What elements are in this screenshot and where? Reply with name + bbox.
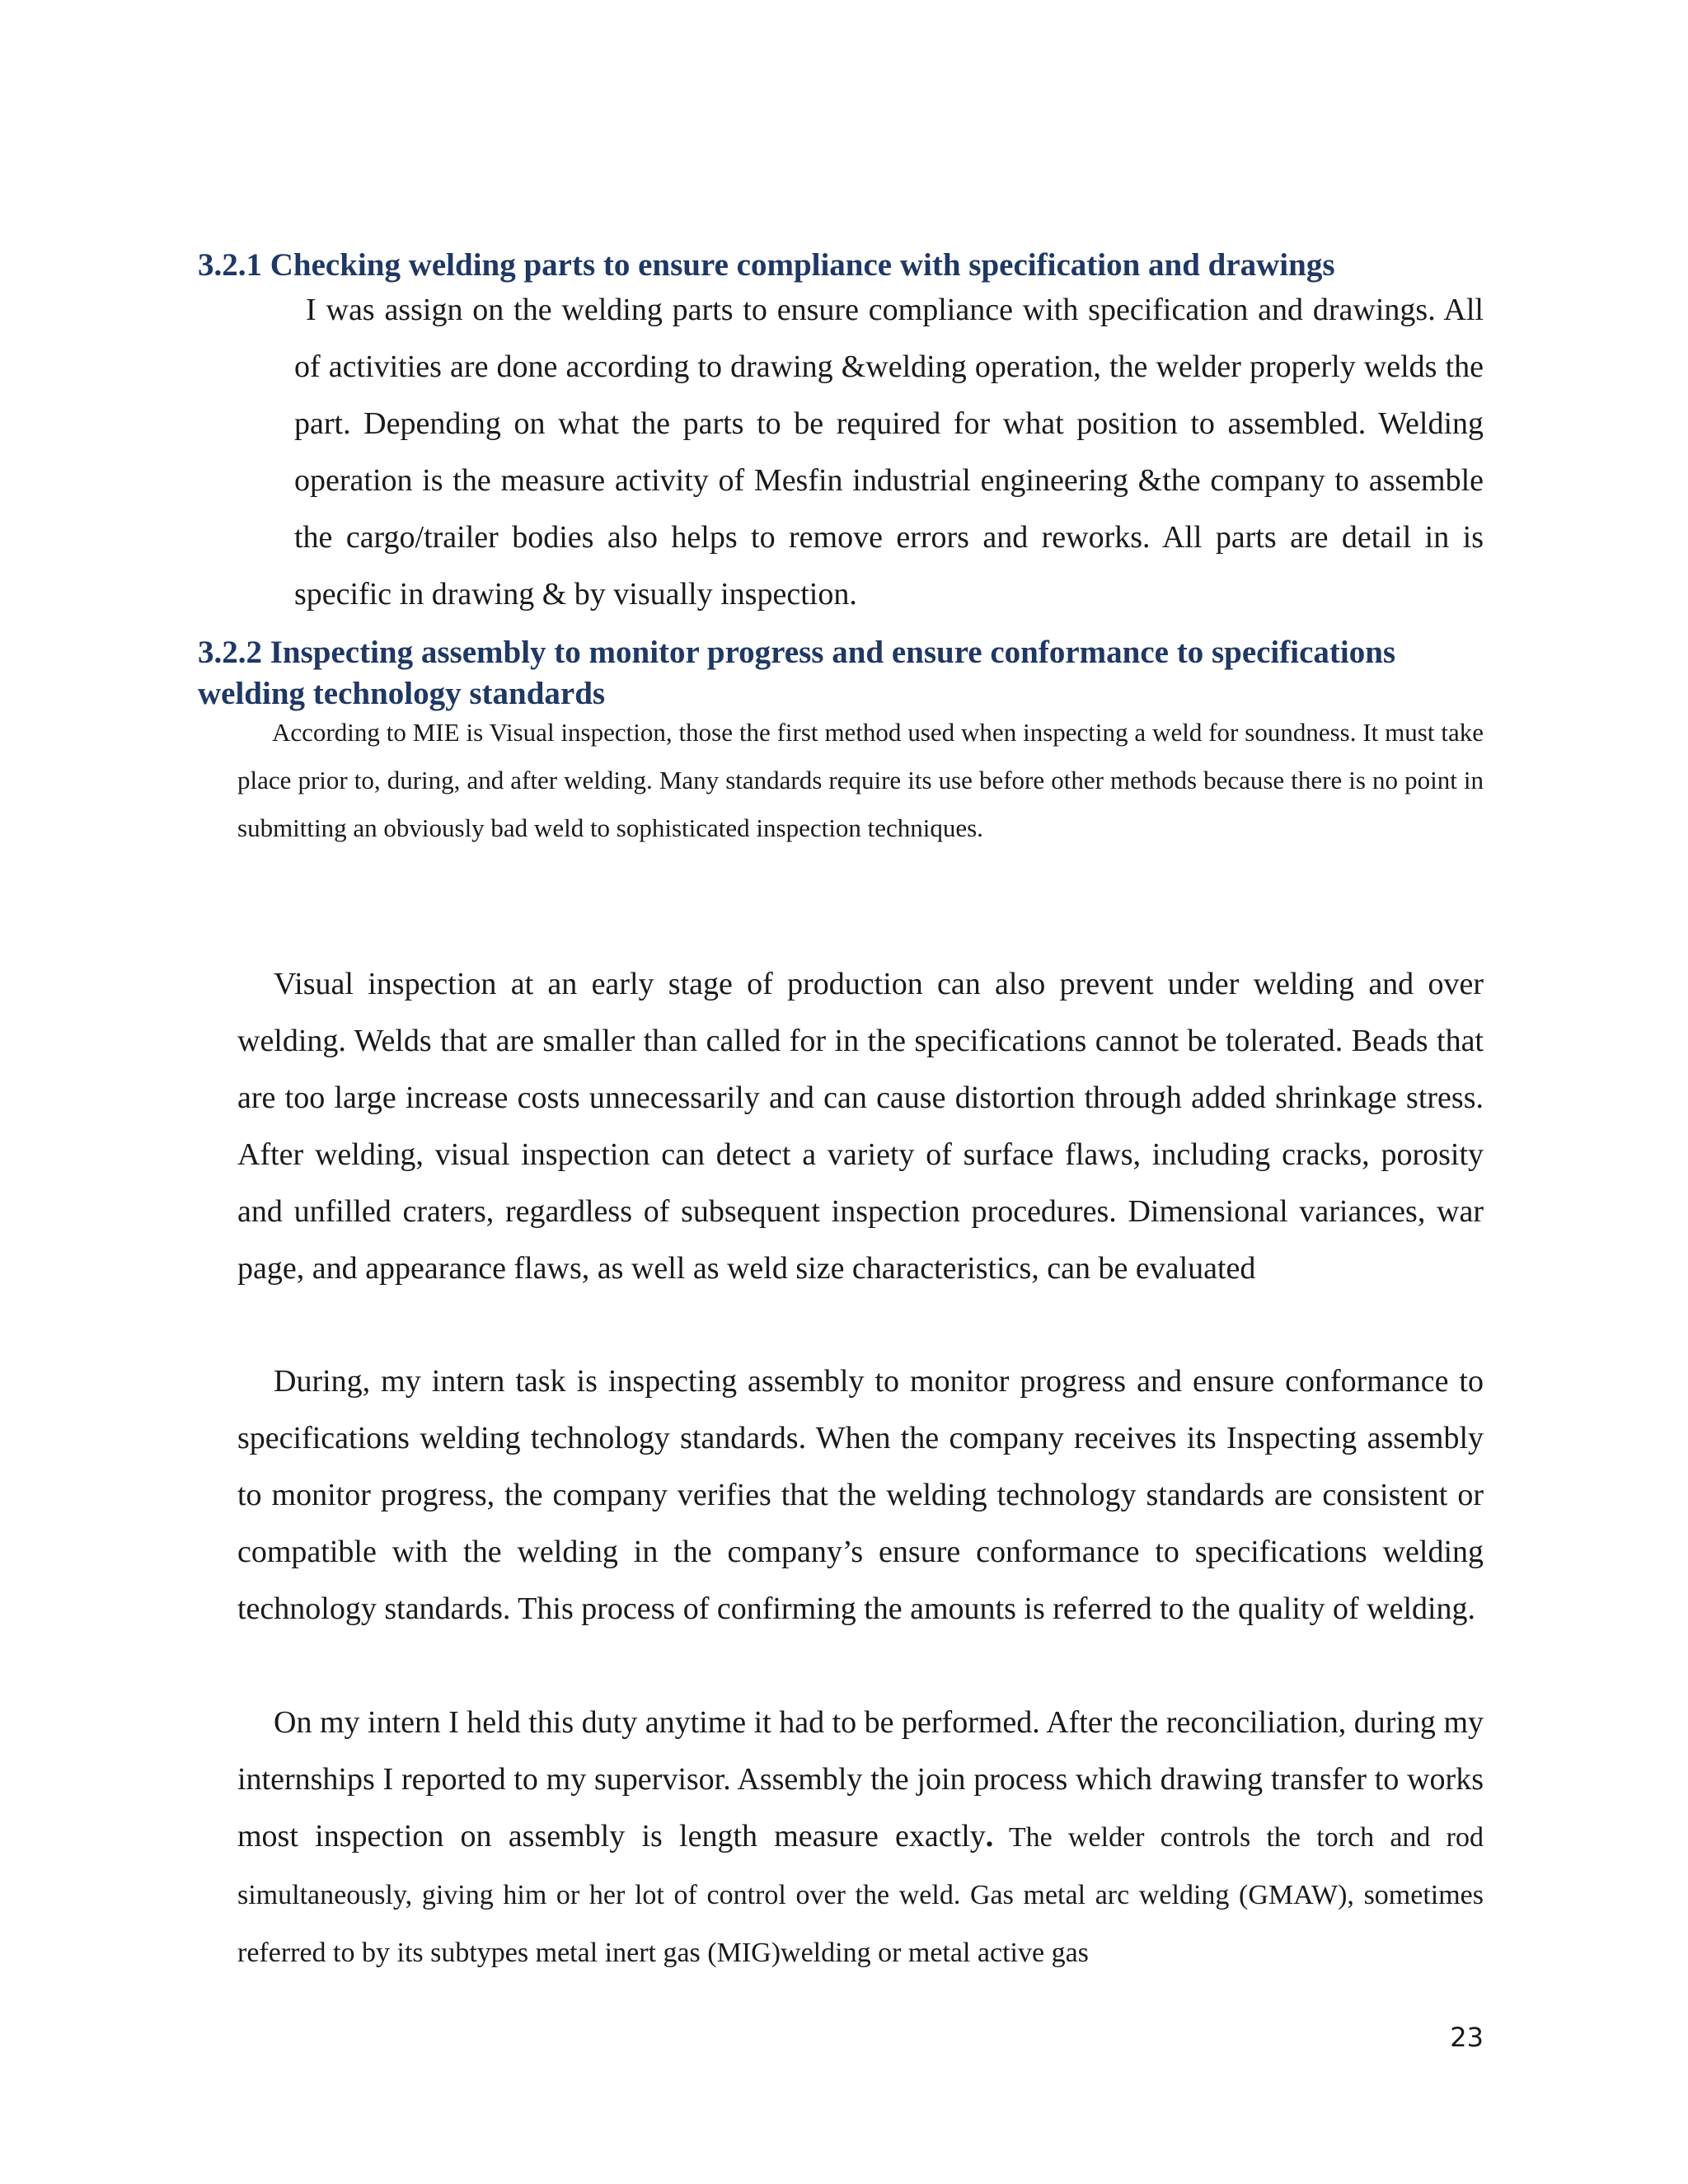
paragraph-intern-duty — [237, 1694, 1484, 1981]
paragraph-compliance-check: I was assign on the welding parts to ensure compliance with specification and drawings. All of activities are done according to drawing &welding operation, the welder properly welds the part. Depending on what the parts to be required for what position to assembled. Welding operation is the measure activity of Mesfin industrial engineering &the company to assemble the cargo/trailer bodies also helps to remove errors and reworks. All parts are detail in is specific in drawing & by visually inspection. — [294, 293, 1484, 612]
paragraph-gmaw-text: The welder controls the torch and rod simultaneously, giving him or her lot of control over the weld. Gas metal arc welding (GMAW), sometimes referred to by its subtypes metal inert gas (MIG)welding or metal active gas — [237, 1822, 1484, 1968]
paragraph-intern-task: During, my intern task is inspecting assembly to monitor progress and ensure conformance to specifications welding technology standards. When the company receives its Inspecting assembly to monitor progress, the company verifies that the welding technology standards are consistent or compatible with the welding in the company’s ensure conformance to specifications welding technology standards. This process of confirming the amounts is referred to the quality of welding. — [237, 1364, 1484, 1626]
paragraph-visual-inspection-intro: According to MIE is Visual inspection, those the first method used when inspecting a weld for soundness. It must take place prior to, during, and after welding. Many standards require its use before other methods because there is no point in submitting an obviously bad weld to sophisticated inspection techniques. — [237, 718, 1484, 842]
paragraph-intern-duty-text: On my intern I held this duty anytime it had to be performed. After the reconciliation, during my internships I reported to my supervisor. Assembly the join process which drawing transfer to works most inspection on assembly is length measure exactly — [237, 1705, 1484, 1854]
section-heading-3-2-1: 3.2.1 Checking welding parts to ensure compliance with specification and drawings — [198, 247, 1335, 283]
page-number: 23 — [1450, 2022, 1484, 2053]
paragraph-early-visual-inspection: Visual inspection at an early stage of production can also prevent under welding and over welding. Welds that are smaller than called for in the specifications cannot be tolerated. Beads that are too large increase costs unnecessarily and can cause distortion through added shrinkage stress. After welding, visual inspection can detect a variety of surface flaws, including cracks, porosity and unfilled craters, regardless of subsequent inspection procedures. Dimensional variances, war page, and appearance flaws, as well as weld size characteristics, can be evaluated — [237, 967, 1484, 1286]
bold-period: . — [985, 1819, 994, 1854]
section-heading-3-2-2: 3.2.2 Inspecting assembly to monitor progress and ensure conformance to specifications welding technology standards — [198, 635, 1396, 711]
